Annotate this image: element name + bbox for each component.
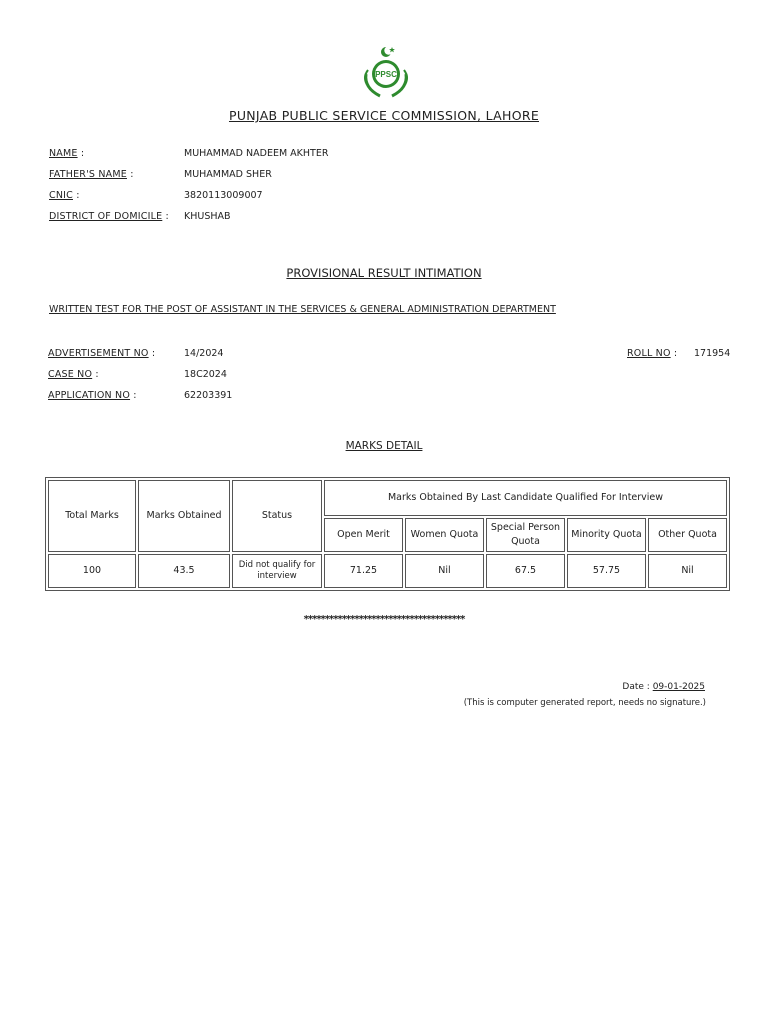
header-open-merit: Open Merit [324,518,403,552]
cell-marks-obtained: 43.5 [138,554,230,588]
post-title: WRITTEN TEST FOR THE POST OF ASSISTANT IN THE SERVICES & GENERAL ADMINISTRATION DEPARTMENT [49,304,556,315]
application-label: APPLICATION NO [48,390,131,401]
marks-table [45,477,730,591]
advertisement-label-group: ADVERTISEMENT NO : [48,348,156,359]
cell-women-quota: Nil [405,554,484,588]
domicile-label-group: DISTRICT OF DOMICILE : [49,211,169,222]
result-title: PROVISIONAL RESULT INTIMATION [286,266,482,280]
date-value: 09-01-2025 [652,682,705,692]
application-label-group: APPLICATION NO : [48,390,137,401]
name-value: MUHAMMAD NADEEM AKHTER [184,148,329,159]
cell-special-person-quota: 67.5 [486,554,565,588]
computer-generated-note: (This is computer generated report, needs no signature.) [463,698,706,708]
roll-value: 171954 [694,348,731,359]
header-total-marks: Total Marks [48,480,136,552]
domicile-label: DISTRICT OF DOMICILE [49,211,163,222]
father-name-label: FATHER'S NAME [49,169,127,180]
ppsc-logo [356,44,416,100]
case-label: CASE NO [48,369,93,380]
advertisement-label: ADVERTISEMENT NO [48,348,149,359]
cnic-label: CNIC [49,190,73,201]
header-last-candidate: Marks Obtained By Last Candidate Qualified For Interview [324,480,727,516]
name-label: NAME [49,148,78,159]
header-status: Status [232,480,322,552]
application-value: 62203391 [184,390,233,401]
header-minority-quota: Minority Quota [567,518,646,552]
table-row [48,554,727,588]
cnic-value: 3820113009007 [184,190,263,201]
logo-text: PPSC [375,70,397,79]
name-label-group: NAME : [49,148,85,159]
header-women-quota: Women Quota [405,518,484,552]
roll-label-group: ROLL NO : [627,348,678,359]
father-name-value: MUHAMMAD SHER [184,169,272,180]
date-row [622,682,705,692]
marks-detail-title: MARKS DETAIL [345,440,423,452]
roll-label: ROLL NO [627,348,671,359]
cnic-label-group: CNIC : [49,190,80,201]
cell-minority-quota: 57.75 [567,554,646,588]
case-value: 18C2024 [184,369,227,380]
cell-other-quota: Nil [648,554,727,588]
domicile-value: KHUSHAB [184,211,231,222]
header-other-quota: Other Quota [648,518,727,552]
header-marks-obtained: Marks Obtained [138,480,230,552]
father-label-group: FATHER'S NAME : [49,169,134,180]
cell-total-marks: 100 [48,554,136,588]
organization-title: PUNJAB PUBLIC SERVICE COMMISSION, LAHORE [228,108,540,123]
separator-line: ************************************** [303,614,465,625]
case-label-group: CASE NO : [48,369,99,380]
cell-status: Did not qualify for interview [232,554,322,588]
header-special-person-quota: Special Person Quota [486,518,565,552]
cell-open-merit: 71.25 [324,554,403,588]
date-label: Date : [622,682,650,692]
advertisement-value: 14/2024 [184,348,224,359]
